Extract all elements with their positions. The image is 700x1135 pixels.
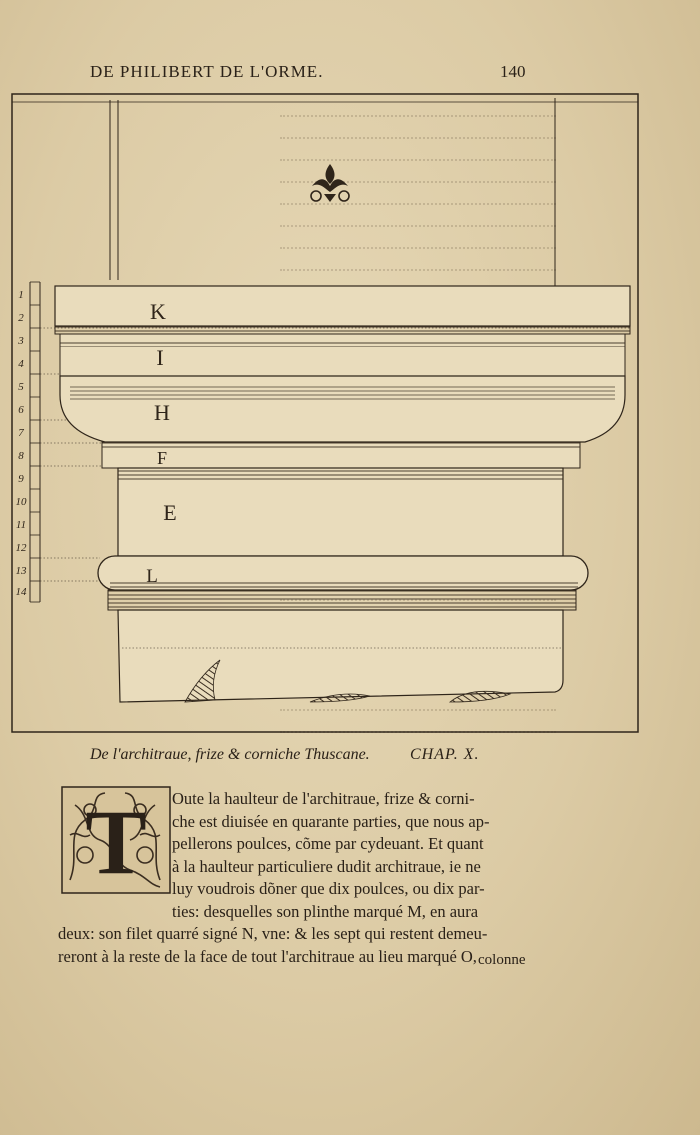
scale-number: 11 xyxy=(15,519,27,531)
scale-number: 10 xyxy=(15,496,27,508)
scale-number: 2 xyxy=(18,312,24,324)
scale-number: 12 xyxy=(15,542,27,554)
scale-number: 14 xyxy=(15,586,27,598)
part-label-e: E xyxy=(163,500,177,525)
part-label-f: F xyxy=(156,448,168,468)
scale-number: 13 xyxy=(15,565,27,577)
entablature-engraving xyxy=(10,90,650,740)
text-line: à la haulteur particuliere dudit architraue, ie ne xyxy=(172,856,481,876)
scale-number: 7 xyxy=(18,427,24,439)
caption-title: De l'architraue, frize & corniche Thuscane. xyxy=(90,746,370,763)
part-label-k: K xyxy=(150,299,166,324)
page-header xyxy=(0,62,700,92)
text-line: Oute la haulteur de l'architraue, frize & corni- xyxy=(172,789,475,808)
scale-number: 5 xyxy=(18,381,24,393)
scale-number: 3 xyxy=(18,335,24,347)
chapter-heading: CHAP. X. xyxy=(410,746,480,763)
catchword: colonne xyxy=(478,952,526,968)
text-line: luy voudrois dõner que dix poulces, ou dix par- xyxy=(172,879,485,898)
chapter-text xyxy=(58,788,538,968)
part-label-h: H xyxy=(154,400,170,425)
text-line: pellerons poulces, cõme par cydeuant. Et quant xyxy=(172,834,484,853)
plate-caption xyxy=(90,746,650,774)
page-number: 140 xyxy=(500,62,526,81)
ornament-fleuron xyxy=(311,164,349,202)
scale-number: 4 xyxy=(18,358,24,370)
scale-number: 6 xyxy=(18,404,24,416)
text-line: deux: son filet quarré signé N, vne: & les sept qui restent demeu- xyxy=(58,924,488,943)
text-line: che est diuisée en quarante parties, que nous ap- xyxy=(172,811,490,831)
scale-number: 9 xyxy=(18,473,24,485)
part-label-l: L xyxy=(146,566,158,587)
text-line: reront à la reste de la face de tout l'architraue au lieu marqué O, xyxy=(58,946,477,966)
scale-number: 8 xyxy=(18,450,24,462)
text-line: ties: desquelles son plinthe marqué M, en aura xyxy=(172,901,479,921)
part-label-i: I xyxy=(156,345,164,370)
dropcap-letter: T xyxy=(85,791,147,893)
scale-number: 1 xyxy=(18,289,24,301)
running-head: DE PHILIBERT DE L'ORME. xyxy=(90,62,324,81)
